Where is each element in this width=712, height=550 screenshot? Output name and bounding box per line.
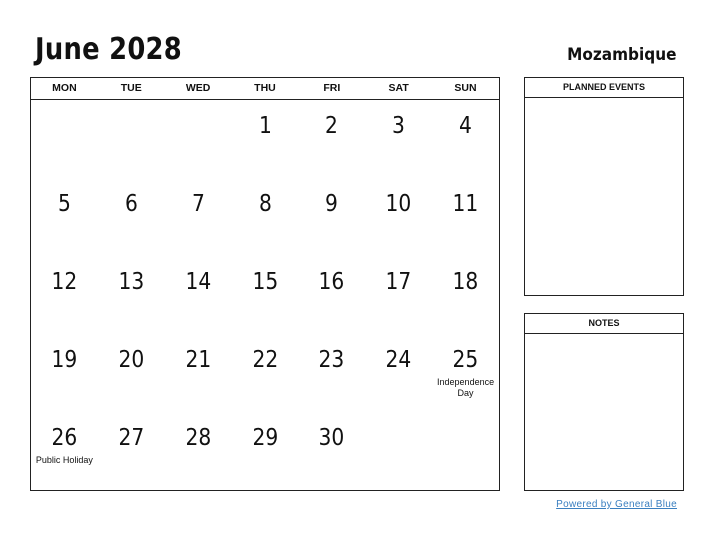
day-number: 9 bbox=[325, 191, 339, 217]
day-number: 28 bbox=[185, 425, 212, 451]
day-cell bbox=[432, 100, 499, 178]
day-cell bbox=[298, 178, 365, 256]
day-cell bbox=[31, 100, 98, 178]
day-number: 15 bbox=[252, 269, 278, 295]
day-cell bbox=[232, 100, 299, 178]
weekday-mon: MON bbox=[52, 82, 77, 94]
day-number: 1 bbox=[258, 113, 272, 139]
day-cell bbox=[165, 256, 232, 334]
planned-events-heading: PLANNED EVENTS bbox=[525, 78, 683, 98]
weekday-sun: SUN bbox=[454, 82, 477, 94]
day-cell bbox=[98, 100, 165, 178]
day-cell bbox=[365, 412, 432, 490]
day-cell bbox=[432, 178, 499, 256]
weekday-thu: THU bbox=[254, 82, 276, 94]
calendar bbox=[30, 77, 500, 491]
day-cell bbox=[432, 256, 499, 334]
day-cell bbox=[232, 178, 299, 256]
day-number: 19 bbox=[51, 347, 78, 373]
day-number: 26 bbox=[51, 425, 78, 451]
day-number: 10 bbox=[385, 191, 412, 217]
day-number: 22 bbox=[252, 347, 278, 373]
day-number: 11 bbox=[452, 191, 479, 217]
day-number: 30 bbox=[318, 425, 345, 451]
day-number: 25 bbox=[452, 347, 479, 373]
day-number: 4 bbox=[459, 113, 472, 139]
day-number: 12 bbox=[51, 269, 78, 295]
day-cell bbox=[98, 412, 165, 490]
day-cell bbox=[165, 178, 232, 256]
day-cell bbox=[432, 412, 499, 490]
day-number: 20 bbox=[118, 347, 145, 373]
planned-events-panel bbox=[524, 77, 684, 296]
notes-panel bbox=[524, 313, 684, 491]
day-grid bbox=[31, 100, 499, 490]
weekday-tue: TUE bbox=[120, 82, 142, 94]
day-number: 18 bbox=[452, 269, 479, 295]
day-number: 23 bbox=[318, 347, 345, 373]
day-cell bbox=[31, 256, 98, 334]
day-cell bbox=[98, 334, 165, 412]
weekday-wed: WED bbox=[185, 82, 211, 94]
day-cell bbox=[165, 100, 232, 178]
day-cell bbox=[365, 334, 432, 412]
day-number: 24 bbox=[385, 347, 412, 373]
day-cell bbox=[298, 334, 365, 412]
page-title: June 2028 bbox=[35, 32, 182, 67]
day-cell bbox=[365, 100, 432, 178]
day-cell bbox=[298, 412, 365, 490]
day-number: 7 bbox=[191, 191, 205, 217]
day-number: 3 bbox=[392, 113, 406, 139]
weekday-header bbox=[31, 78, 499, 100]
day-cell bbox=[98, 178, 165, 256]
day-cell bbox=[165, 334, 232, 412]
day-number: 17 bbox=[385, 269, 412, 295]
day-cell bbox=[365, 256, 432, 334]
day-cell bbox=[298, 256, 365, 334]
notes-heading: NOTES bbox=[525, 314, 683, 334]
day-cell bbox=[298, 100, 365, 178]
day-number: 16 bbox=[318, 269, 345, 295]
day-number: 8 bbox=[258, 191, 272, 217]
weekday-fri: FRI bbox=[323, 82, 341, 94]
day-cell bbox=[98, 256, 165, 334]
day-number: 6 bbox=[124, 191, 138, 217]
country-name: Mozambique bbox=[566, 45, 676, 65]
weekday-sat: SAT bbox=[388, 82, 409, 94]
holiday-label: Public Holiday bbox=[35, 455, 93, 465]
day-cell bbox=[365, 178, 432, 256]
day-number: 21 bbox=[185, 347, 212, 373]
day-cell bbox=[432, 334, 499, 412]
holiday-label: Independence Day bbox=[437, 377, 495, 398]
day-cell bbox=[31, 178, 98, 256]
day-cell bbox=[232, 412, 299, 490]
day-number: 5 bbox=[57, 191, 71, 217]
day-cell bbox=[31, 412, 98, 490]
day-cell bbox=[31, 334, 98, 412]
day-number: 13 bbox=[118, 269, 145, 295]
day-number: 14 bbox=[185, 269, 212, 295]
day-cell bbox=[232, 256, 299, 334]
day-number: 27 bbox=[118, 425, 145, 451]
day-cell bbox=[232, 334, 299, 412]
powered-by-link[interactable]: Powered by General Blue bbox=[556, 499, 677, 510]
day-number: 29 bbox=[252, 425, 278, 451]
day-cell bbox=[165, 412, 232, 490]
day-number: 2 bbox=[325, 113, 339, 139]
